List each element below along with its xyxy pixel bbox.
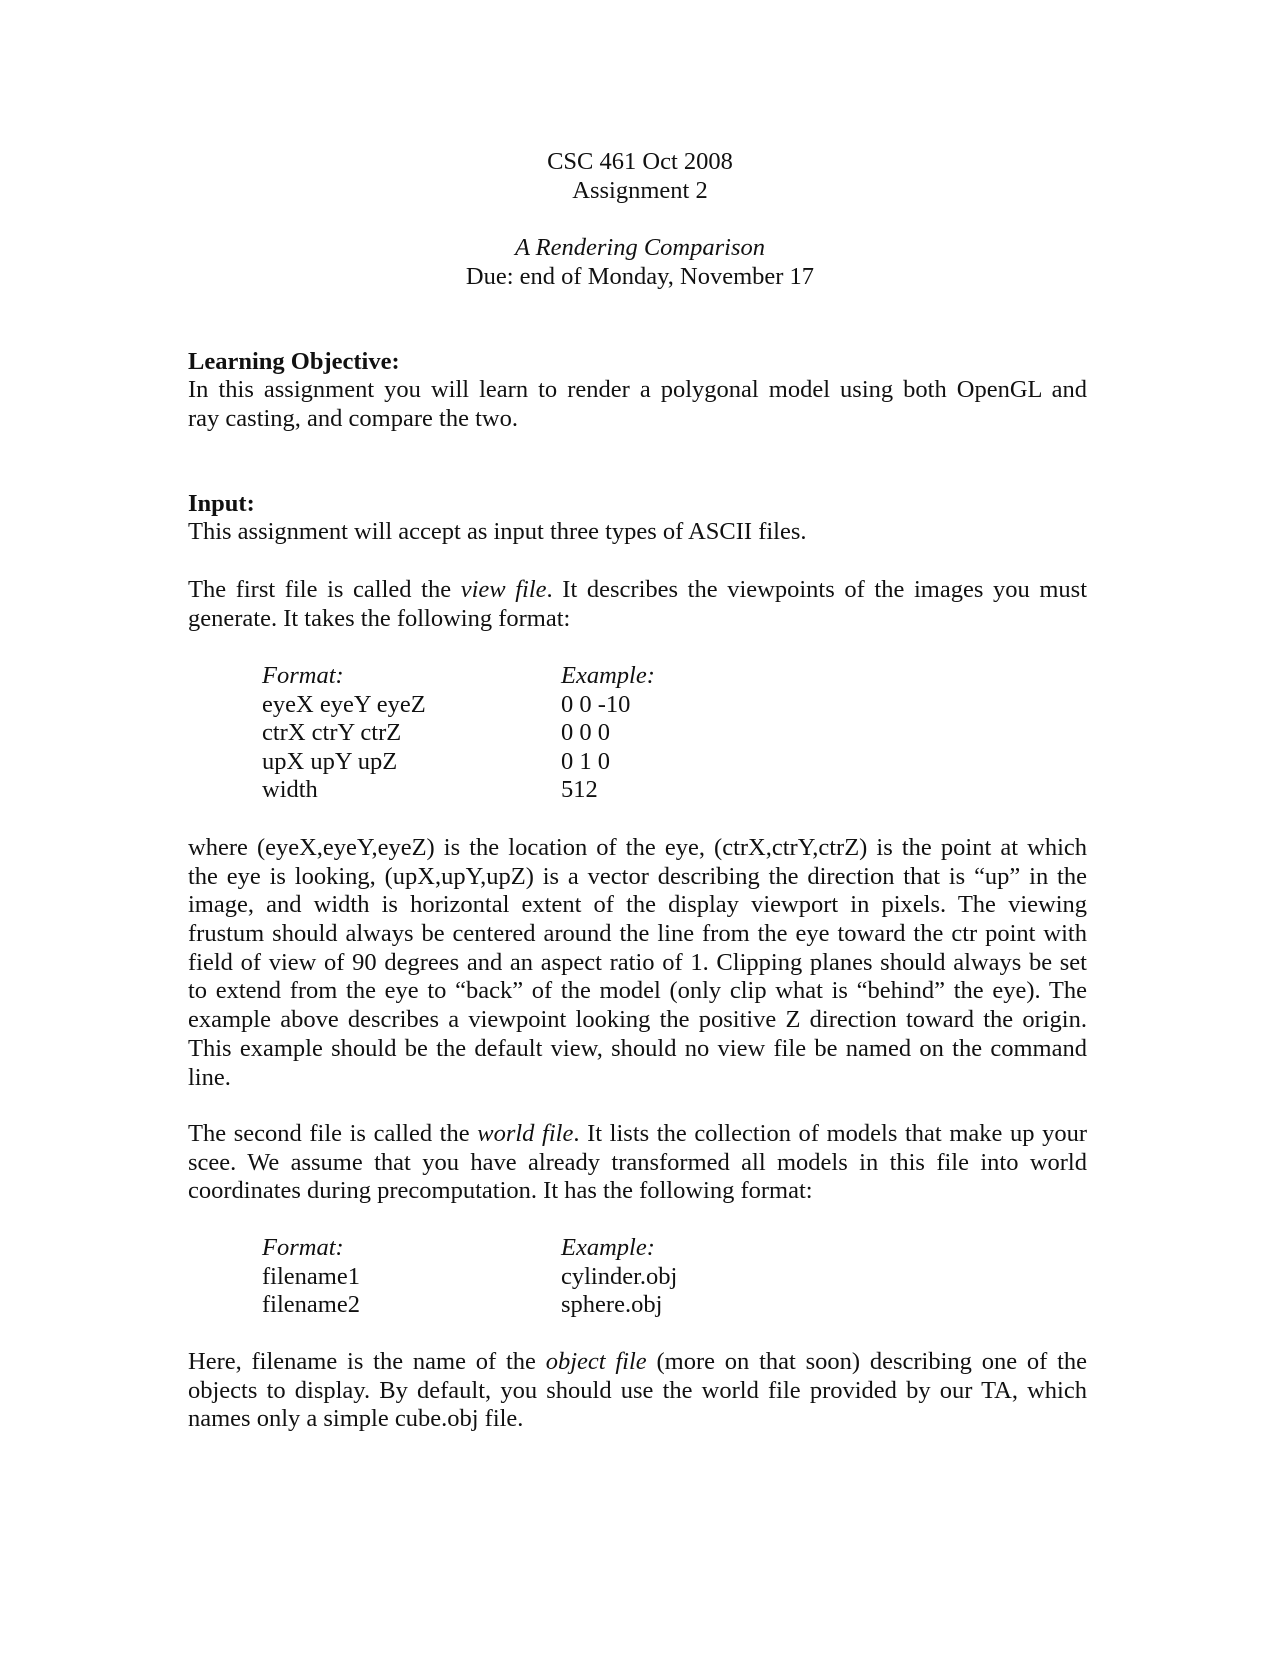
view-file-term: view file (460, 576, 547, 603)
example-header: Example: (561, 662, 655, 689)
example-cell: 0 0 -10 (561, 690, 631, 718)
example-cell: 512 (561, 776, 598, 803)
example-header: Example: (561, 1234, 655, 1261)
format-cell: width (262, 776, 318, 803)
format-cell: eyeX eyeY eyeZ (262, 690, 426, 718)
example-cell: cylinder.obj (561, 1262, 678, 1290)
example-cell: sphere.obj (561, 1291, 663, 1318)
view-file-paragraph (188, 576, 1087, 633)
paragraph-line: This assignment will accept as input three types of ASCII files. (188, 518, 807, 545)
example-cell: 0 0 0 (561, 719, 610, 746)
example-cell: 0 1 0 (561, 747, 610, 775)
paragraph-line: frustum should always be centered around the line from the eye toward the ctr point with (188, 920, 1087, 948)
paragraph-line: scee. We assume that you have already transformed all models in this file into world (188, 1148, 1087, 1176)
paragraph-line: ray casting, and compare the two. (188, 404, 518, 432)
learning-objective-paragraph (188, 376, 1087, 433)
title-block (0, 148, 1280, 205)
learning-objective-heading: Learning Objective: (188, 348, 400, 375)
world-file-term: world file (477, 1120, 574, 1147)
text-run: . It lists the collection of models that make up your (573, 1120, 1088, 1147)
paragraph-line: field of view of 90 degrees and an aspect ratio of 1. Clipping planes should always be set (188, 948, 1087, 976)
object-file-paragraph (188, 1348, 1087, 1434)
paragraph-line: coordinates during precomputation. It has the following format: (188, 1177, 813, 1205)
paragraph-line: names only a simple cube.obj file. (188, 1405, 524, 1433)
subtitle: A Rendering Comparison (515, 234, 765, 261)
paragraph-line: the eye is looking, (upX,upY,upZ) is a vector describing the direction that is “up” in the (188, 862, 1087, 890)
input-intro (188, 518, 1087, 547)
due-date: Due: end of Monday, November 17 (465, 262, 815, 290)
format-header: Format: (262, 1234, 344, 1261)
input-heading: Input: (188, 490, 255, 517)
world-file-paragraph (188, 1120, 1087, 1206)
paragraph-line: generate. It takes the following format: (188, 604, 571, 632)
paragraph-line: line. (188, 1063, 231, 1091)
subtitle-block (0, 234, 1280, 291)
text-run: The first file is called the (188, 576, 452, 603)
paragraph-line: objects to display. By default, you should use the world file provided by our TA, which (188, 1376, 1087, 1404)
text-run: Here, filename is the name of the (188, 1348, 536, 1375)
format-cell: upX upY upZ (262, 747, 398, 775)
paragraph-line (188, 1120, 1087, 1149)
text-run: . It describes the viewpoints of the images you must (546, 576, 1087, 603)
paragraph-line (188, 1348, 1087, 1377)
paragraph-line: where (eyeX,eyeY,eyeZ) is the location of the eye, (ctrX,ctrY,ctrZ) is the point at which (188, 834, 1087, 861)
format-cell: filename1 (262, 1262, 360, 1290)
view-explanation-paragraph (188, 834, 1087, 1092)
course-line: CSC 461 Oct 2008 (547, 148, 733, 175)
object-file-term: object file (545, 1348, 647, 1375)
format-header: Format: (262, 662, 344, 689)
assignment-line: Assignment 2 (572, 176, 708, 204)
paragraph-line: to extend from the eye to “back” of the model (only clip what is “behind” the eye). The (188, 977, 1087, 1005)
text-run: (more on that soon) describing one of the (656, 1348, 1088, 1375)
paragraph-line: example above describes a viewpoint looking the positive Z direction toward the origin. (188, 1006, 1087, 1034)
paragraph-line: In this assignment you will learn to render a polygonal model using both OpenGL and (188, 376, 1087, 403)
text-run: The second file is called the (188, 1120, 470, 1147)
paragraph-line: This example should be the default view, should no view file be named on the command (188, 1034, 1087, 1062)
format-cell: ctrX ctrY ctrZ (262, 719, 402, 746)
format-cell: filename2 (262, 1291, 360, 1318)
paragraph-line (188, 576, 1087, 605)
paragraph-line: image, and width is horizontal extent of the display viewport in pixels. The viewing (188, 891, 1087, 919)
